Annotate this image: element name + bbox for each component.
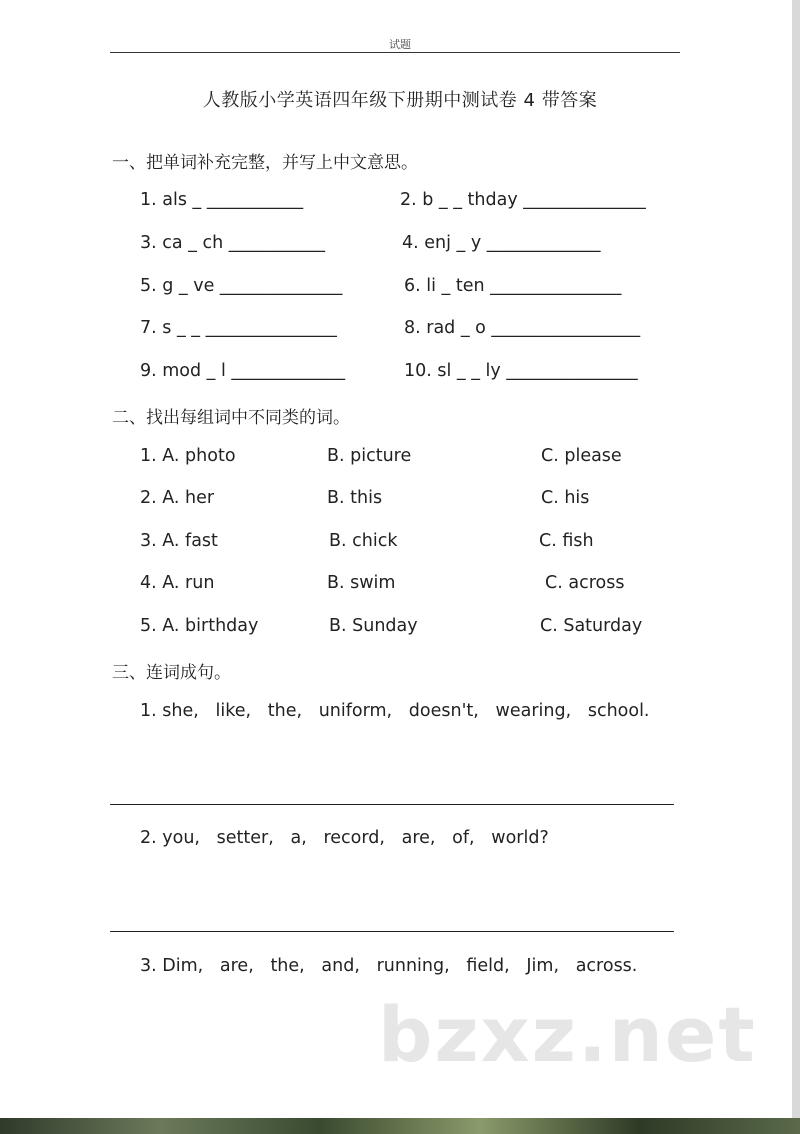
fill-item-2: 2. b _ _ thday ______________ bbox=[400, 190, 646, 210]
fill-item-9: 9. mod _ l _____________ bbox=[140, 361, 346, 381]
header-label: 试题 bbox=[389, 38, 411, 51]
fill-item-10: 10. sl _ _ ly _______________ bbox=[404, 361, 638, 381]
section3-heading: 三、连词成句。 bbox=[112, 663, 231, 683]
bottom-image-strip bbox=[0, 1118, 800, 1134]
fill-item-8: 8. rad _ o _________________ bbox=[404, 318, 641, 338]
page-title: 人教版小学英语四年级下册期中测试卷 4 带答案 bbox=[202, 90, 598, 111]
fill-item-5: 5. g _ ve ______________ bbox=[140, 276, 343, 296]
choice-2-a: 2. A. her bbox=[140, 488, 215, 508]
choice-1-c: C. please bbox=[541, 446, 622, 466]
choice-4-c: C. across bbox=[545, 573, 625, 593]
watermark: bzxz.net bbox=[378, 990, 757, 1079]
header-rule bbox=[110, 52, 680, 53]
sentence-item-2: 2. you, setter, a, record, are, of, world? bbox=[140, 828, 549, 848]
answer-line-2 bbox=[110, 931, 674, 932]
choice-4-a: 4. A. run bbox=[140, 573, 215, 593]
fill-item-3: 3. ca _ ch ___________ bbox=[140, 233, 326, 253]
fill-item-1: 1. als _ ___________ bbox=[140, 190, 304, 210]
section1-heading: 一、把单词补充完整，并写上中文意思。 bbox=[112, 153, 418, 173]
choice-3-a: 3. A. fast bbox=[140, 531, 218, 551]
choice-2-c: C. his bbox=[541, 488, 590, 508]
fill-item-4: 4. enj _ y _____________ bbox=[402, 233, 601, 253]
fill-item-7: 7. s _ _ _______________ bbox=[140, 318, 337, 338]
page-edge bbox=[792, 0, 800, 1118]
choice-1-a: 1. A. photo bbox=[140, 446, 236, 466]
fill-item-6: 6. li _ ten _______________ bbox=[404, 276, 622, 296]
choice-4-b: B. swim bbox=[327, 573, 396, 593]
choice-2-b: B. this bbox=[327, 488, 383, 508]
choice-5-c: C. Saturday bbox=[540, 616, 643, 636]
sentence-item-3: 3. Dim, are, the, and, running, field, Jim, across. bbox=[140, 956, 638, 976]
choice-5-a: 5. A. birthday bbox=[140, 616, 259, 636]
choice-5-b: B. Sunday bbox=[329, 616, 418, 636]
choice-3-c: C. fish bbox=[539, 531, 594, 551]
sentence-item-1: 1. she, like, the, uniform, doesn't, wearing, school. bbox=[140, 701, 650, 721]
choice-1-b: B. picture bbox=[327, 446, 412, 466]
section2-heading: 二、找出每组词中不同类的词。 bbox=[112, 408, 350, 428]
answer-line-1 bbox=[110, 804, 674, 805]
choice-3-b: B. chick bbox=[329, 531, 398, 551]
